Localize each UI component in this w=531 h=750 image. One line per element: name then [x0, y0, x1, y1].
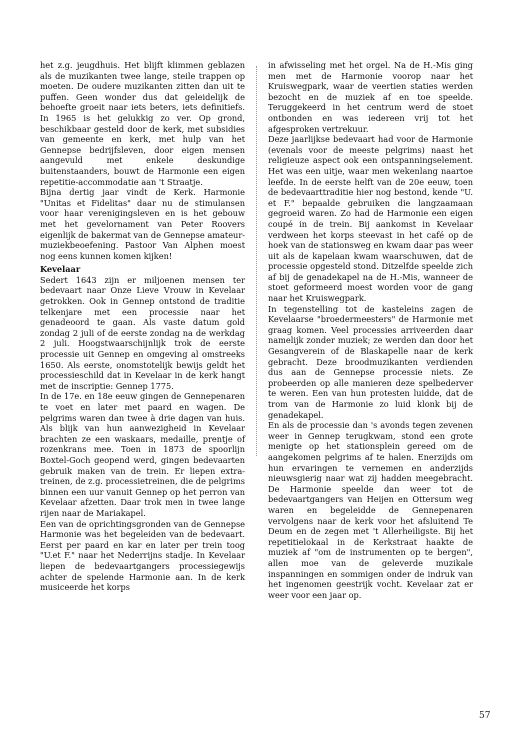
column-divider — [256, 66, 257, 456]
paragraph: In tegenstelling tot de kasteleins zagen de Kevelaarse "broedermeesters" de Harmonie met graag komen. Veel processies arriveerden daar namelijk zonder muziek; ze werden dan door het Gesangverein of de Blaskapelle naar de kerk gebracht. Deze broodmuzikanten verdienden dus aan de Gennepse processie niets. Ze probeerden op alle manieren deze spelbederver te weren. Een van hun protesten luidde, dat de trom van de Harmonie zo luid klonk bij de genadekapel. — [268, 303, 473, 420]
paragraph: Deze jaarlijkse bedevaart had voor de Harmonie (evenals voor de meeste pelgrims) naast het religieuze aspect ook een ontspanningselement. Het was een uitje, waar men wekenlang naartoe leefde. In de eerste helft van de 20e eeuw, toen de bedevaarttraditie hier nog bestond, kende "U. et F." bepaalde gebruiken die langzaamaan gegroeid waren. Zo had de Harmonie een eigen coupé in de trein. Bij aankomst in Kevelaar verdween het korps steevast in het café op de hoek van de stationsweg en kwam daar pas weer uit als de kapelaan kwam waarschuwen, dat de processie opgesteld stond. Ditzelfde speelde zich af bij de genadekapel na de H.-Mis, wanneer de stoet geformeerd moest worden voor de gang naar het Kruiswegpark. — [268, 134, 473, 304]
paragraph: En als de processie dan 's avonds tegen zevenen weer in Gennep terugkwam, stond een grote menigte op het stationsplein gereed om de aangekomen pelgrims af te halen. Enerzijds om hun ervaringen te vernemen en anderzijds nieuwsgierig naar wat zij hadden meegebracht. De Harmonie speelde dan weer tot de bedevaartgangers van Heijen en Ottersum weg waren en begeleidde de Gennepenaren vervolgens naar de kerk voor het afsluitend Te Deum en de zegen met 't Allerheiligste. Bij het repetitielokaal in de Kerkstraat haakte de muziek af "om de instrumenten op te bergen", allen moe van de geleverde muzikale inspanningen en sommigen onder de indruk van het ingenomen geestrijk vocht. Kevelaar zat er weer voor een jaar op. — [268, 420, 473, 600]
right-column — [268, 60, 473, 600]
paragraph: het z.g. jeugdhuis. Het blijft klimmen geblazen als de muzikanten twee lange, steile trappen op moeten. De oudere muzikanten zitten dan uit te puffen. Geen wonder dus dat geleidelijk de behoefte groeit naar iets beters, iets definitiefs. In 1965 is het gelukkig zo ver. Op grond, beschikbaar gesteld door de kerk, met subsidies van gemeente en kerk, met hulp van het Gennepse bedrijfsleven, door eigen mensen aangevuld met enkele deskundige buitenstaanders, bouwt de Harmonie een eigen repetitie-accommodatie aan 't Straatje. — [40, 60, 245, 187]
page-number: 57 — [479, 711, 491, 721]
paragraph: in afwisseling met het orgel. Na de H.-Mis ging men met de Harmonie voorop naar het Kruiswegpark, waar de veertien staties werden bezocht en de muziek af en toe speelde. Teruggekeerd in het centrum werd de stoet ontbonden en was iedereen vrij tot het afgesproken vertrekuur. — [268, 60, 473, 134]
paragraph: Een van de oprichtingsgronden van de Gennepse Harmonie was het begeleiden van de bedevaart. Eerst per paard en kar en later per trein toog "U.et F." naar het Nederrijns stadje. In Kevelaar liepen de bedevaartgangers processiegewijs achter de spelende Harmonie aan. In de kerk musiceerde het korps — [40, 518, 245, 593]
paragraph: Bijna dertig jaar vindt de Kerk. Harmonie "Unitas et Fidelitas" daar nu de stimulansen voor haar verenigingsleven en is het gebouw met het gevelornament van Peter Roovers eigenlijk de bakermat van de Gennepse amateur-muziekbeoefening. Pastoor Van Alphen moest nog eens kunnen komen kijken! — [40, 187, 245, 261]
paragraph: In de 17e. en 18e eeuw gingen de Gennepenaren te voet en later met paard en wagen. De pelgrims waren dan twee à drie dagen van huis. Als blijk van hun aanwezigheid in Kevelaar brachten ze een waskaars, medaille, prentje of rozenkrans mee. Toen in 1873 de spoorlijn Boxtel-Goch geopend werd, gingen bedevaarten gebruik maken van de trein. Er liepen extra-treinen, de z.g. processietreinen, die de pelgrims binnen een uur vanuit Gennep op het perron van Kevelaar afzetten. Daar trok men in twee lange rijen naar de Mariakapel. — [40, 391, 245, 518]
left-column — [40, 60, 245, 593]
paragraph: Sedert 1643 zijn er miljoenen mensen ter bedevaart naar Onze Lieve Vrouw in Kevelaar getrokken. Ook in Gennep ontstond de traditie telkenjare met een processie naar het genadeoord te gaan. Als vaste datum gold zondag 2 juli of de eerste zondag na de werkdag 2 juli. Hoogstwaarschijnlijk trok de eerste processie uit Gennep en omgeving al omstreeks 1650. Als eerste, onomstotelijk bewijs geldt het processieschild dat in Kevelaar in de kerk hangt met de inscriptie: Gennep 1775. — [40, 274, 245, 391]
section-heading: Kevelaar — [40, 264, 81, 275]
